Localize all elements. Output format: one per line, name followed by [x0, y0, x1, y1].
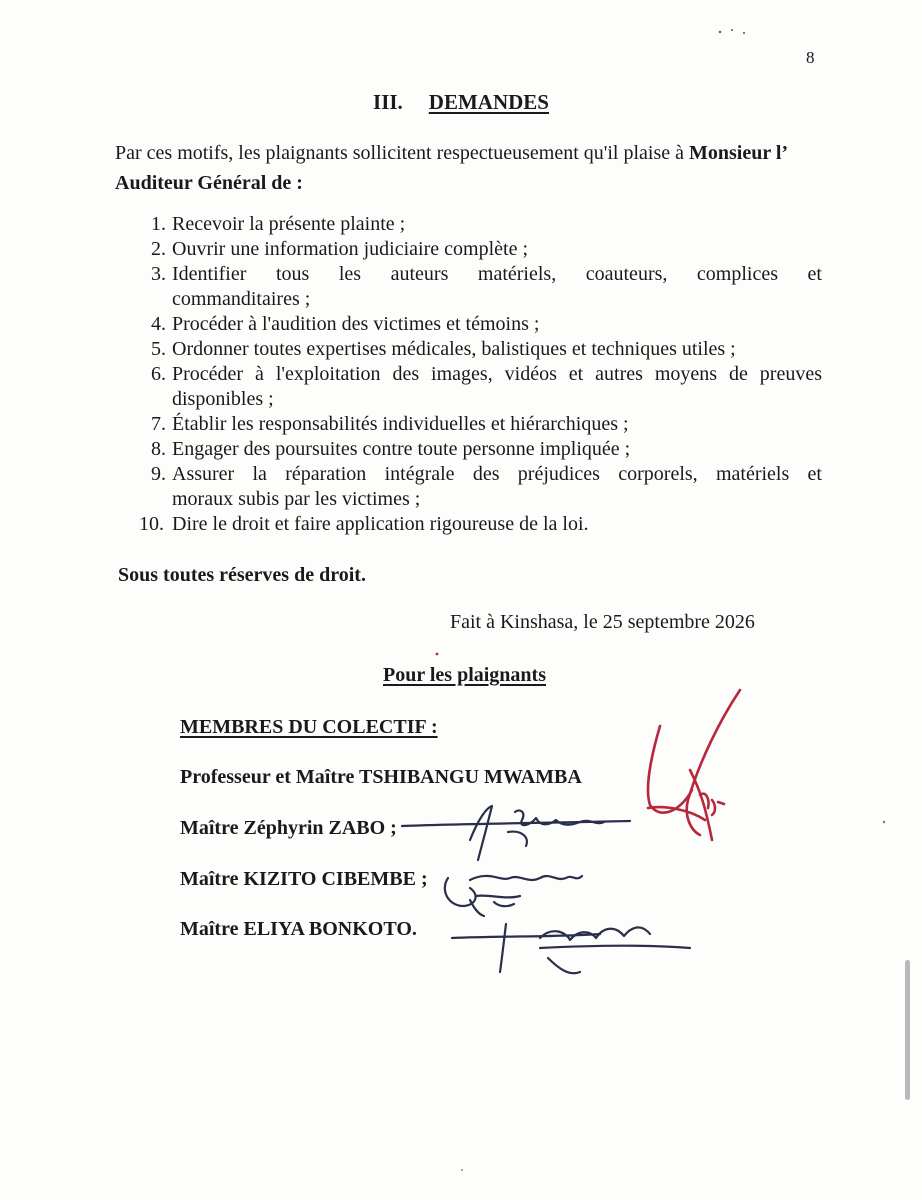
section-title: DEMANDES — [428, 90, 549, 114]
list-item-text: Ordonner toutes expertises médicales, balistiques et techniques utiles ; — [172, 338, 736, 360]
list-item-text: Dire le droit et faire application rigoureuse de la loi. — [172, 513, 589, 535]
list-item-number: 6. — [151, 363, 166, 385]
page-number: 8 — [806, 48, 815, 67]
intro-addressee: Monsieur l’ Auditeur Général — [115, 142, 787, 194]
list-item-text: Procéder à l'exploitation des images, vidéos et autres moyens de preuves — [172, 363, 822, 385]
list-item-number: 1. — [151, 213, 166, 235]
list-item-number: 4. — [151, 313, 166, 335]
list-item-number: 3. — [151, 263, 166, 285]
list-item-number: 10. — [139, 513, 164, 535]
list-item-text: Identifier tous les auteurs matériels, coauteurs, complices et — [172, 263, 822, 285]
collective-heading: MEMBRES DU COLECTIF : — [180, 716, 438, 738]
intro-tail: de : — [266, 172, 303, 194]
list-item-text: Procéder à l'audition des victimes et témoins ; — [172, 313, 540, 335]
list-item-text-continued: disponibles ; — [172, 388, 274, 410]
list-item-text-continued: commanditaires ; — [172, 288, 311, 310]
member-name: Maître ELIYA BONKOTO. — [180, 918, 417, 940]
list-item-number: 9. — [151, 463, 166, 485]
section-number: III. — [373, 90, 403, 114]
list-item-text-continued: moraux subis par les victimes ; — [172, 488, 421, 510]
list-item-text: Engager des poursuites contre toute personne impliquée ; — [172, 438, 631, 460]
list-item-number: 7. — [151, 413, 166, 435]
list-item-number: 5. — [151, 338, 166, 360]
intro-text: Par ces motifs, les plaignants sollicitent respectueusement qu'il plaise à — [115, 142, 690, 164]
list-item-number: 8. — [151, 438, 166, 460]
member-name: Maître KIZITO CIBEMBE ; — [180, 868, 428, 890]
scrollbar-thumb[interactable] — [905, 960, 910, 1100]
list-item-text: Établir les responsabilités individuelles et hiérarchiques ; — [172, 413, 629, 435]
member-name: Professeur et Maître TSHIBANGU MWAMBA — [180, 766, 582, 788]
list-item-text: Assurer la réparation intégrale des préjudices corporels, matériels et — [172, 463, 822, 485]
list-item-text: Ouvrir une information judiciaire complète ; — [172, 238, 528, 260]
place-date: Fait à Kinshasa, le 25 septembre 2026 — [450, 611, 755, 633]
list-item-text: Recevoir la présente plainte ; — [172, 213, 406, 235]
list-item-number: 2. — [151, 238, 166, 260]
member-name: Maître Zéphyrin ZABO ; — [180, 817, 397, 839]
signatory-heading: Pour les plaignants — [383, 664, 546, 686]
reserve-clause: Sous toutes réserves de droit. — [118, 564, 366, 586]
